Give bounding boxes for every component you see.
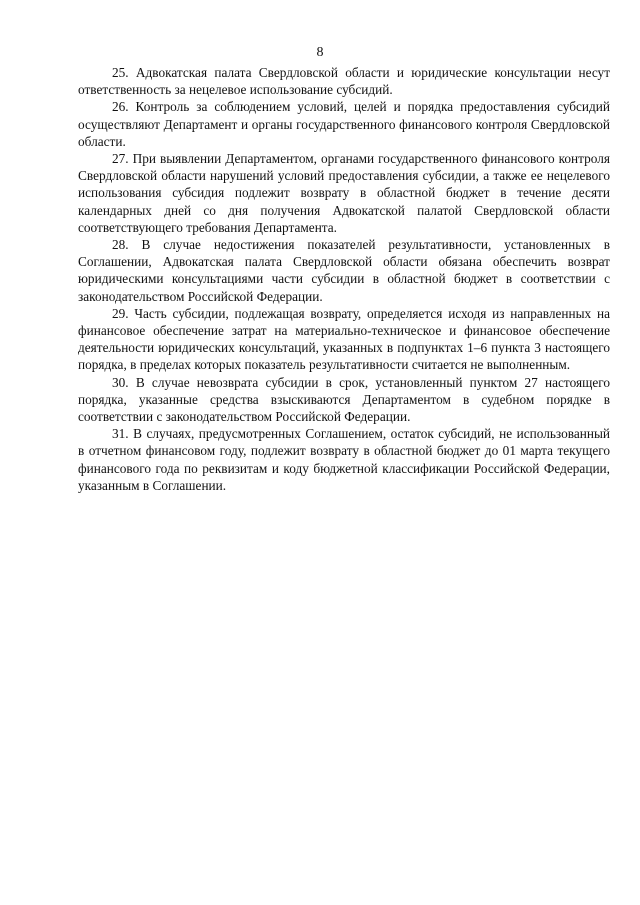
paragraph-30: 30. В случае невозврата субсидии в срок, установленный пунктом 27 настоящего порядка, указанные средства взыскиваются Департаментом в судебном порядке в соответствии с законодательством Российской Федерации.	[78, 374, 610, 425]
paragraph-28: 28. В случае недостижения показателей результативности, установленных в Соглашении, Адвокатская палата Свердловской области обязана обеспечить возврат юридическими консультациями части субсидии в областной бюджет в соответствии с законодательством Российской Федерации.	[78, 237, 610, 304]
page-number: 8	[316, 45, 324, 60]
paragraph-25: 25. Адвокатская палата Свердловской области и юридические консультации несут ответственность за нецелевое использование субсидий.	[78, 65, 610, 98]
paragraph-26: 26. Контроль за соблюдением условий, целей и порядка предоставления субсидий осуществляют Департамент и органы государственного финансового контроля Свердловской области.	[78, 99, 610, 149]
paragraph-31: 31. В случаях, предусмотренных Соглашением, остаток субсидий, не использованный в отчетном финансовом году, подлежит возврату в областной бюджет до 01 марта текущего финансового года по реквизитам и коду бюджетной классификации Российской Федерации, указанным в Соглашении.	[78, 426, 610, 493]
document-body	[78, 64, 610, 494]
paragraph-27: 27. При выявлении Департаментом, органами государственного финансового контроля Свердловской области нарушений условий предоставления субсидии, а также ее нецелевого использования субсидия подлежит возврату в областной бюджет в течение десяти календарных дней со дня получения Адвокатской палатой Свердловской области соответствующего требования Департамента.	[78, 151, 610, 235]
paragraph-29: 29. Часть субсидии, подлежащая возврату, определяется исходя из направленных на финансовое обеспечение затрат на материально-техническое и финансовое обеспечение деятельности юридических консультаций, указанных в подпунктах 1–6 пункта 3 настоящего порядка, в пределах которых показатель результативности считается не выполненным.	[78, 305, 610, 373]
